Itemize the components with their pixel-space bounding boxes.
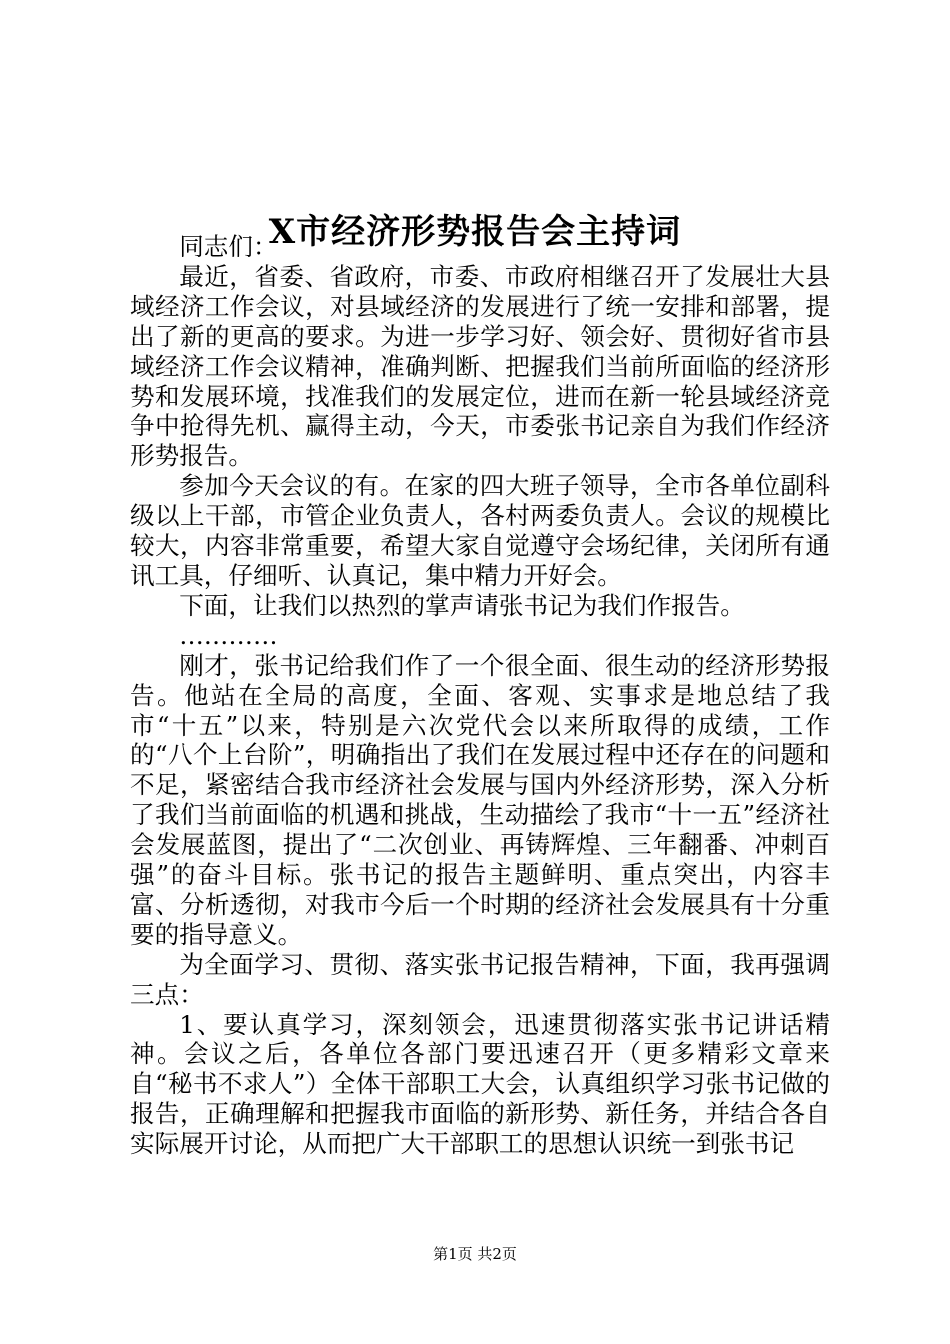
body-paragraph: 刚才，张书记给我们作了一个很全面、很生动的经济形势报告。他站在全局的高度，全面、客观、实事求是地总结了我市“十五”以来，特别是六次党代会以来所取得的成绩，工作的“八个上台阶”，明确指出了我们在发展过程中还存在的问题和不足，紧密结合我市经济社会发展与国内外经济形势，深入分析了我们当前面临的机遇和挑战，生动描绘了我市“十一五”经济社会发展蓝图，提出了“二次创业、再铸辉煌、三年翻番、冲刺百强”的奋斗目标。张书记的报告主题鲜明、重点突出，内容丰富、分析透彻，对我市今后一个时期的经济社会发展具有十分重要的指导意义。 xyxy=(130,650,830,949)
body-paragraph: 最近，省委、省政府，市委、市政府相继召开了发展壮大县域经济工作会议，对县域经济的发展进行了统一安排和部署，提出了新的更高的要求。为进一步学习好、领会好、贯彻好省市县域经济工作会议精神，准确判断、把握我们当前所面临的经济形势和发展环境，找准我们的发展定位，进而在新一轮县域经济竞争中抢得先机、赢得主动，今天，市委张书记亲自为我们作经济形势报告。 xyxy=(130,261,830,471)
body-paragraph: 下面，让我们以热烈的掌声请张书记为我们作报告。 xyxy=(179,590,745,620)
body-paragraph: 参加今天会议的有。在家的四大班子领导，全市各单位副科级以上干部，市管企业负责人，各村两委负责人。会议的规模比较大，内容非常重要，希望大家自觉遵守会场纪律，关闭所有通讯工具，仔细听、认真记，集中精力开好会。 xyxy=(130,471,830,590)
body-paragraph: 1、要认真学习，深刻领会，迅速贯彻落实张书记讲话精神。会议之后，各单位各部门要迅速召开（更多精彩文章来自“秘书不求人”）全体干部职工大会，认真组织学习张书记做的报告，正确理解和把握我市面临的新形势、新任务，并结合各自实际展开讨论，从而把广大干部职工的思想认识统一到张书记 xyxy=(130,1009,830,1159)
document-body xyxy=(130,232,830,1159)
page-number-footer: 第1页 共2页 xyxy=(433,1245,517,1263)
ellipsis-paragraph: ………… xyxy=(179,620,278,650)
document-title: X市经济形势报告会主持词 xyxy=(268,211,682,252)
salutation-paragraph: 同志们： xyxy=(179,232,278,261)
body-paragraph: 为全面学习、贯彻、落实张书记报告精神，下面，我再强调三点： xyxy=(130,949,830,1009)
